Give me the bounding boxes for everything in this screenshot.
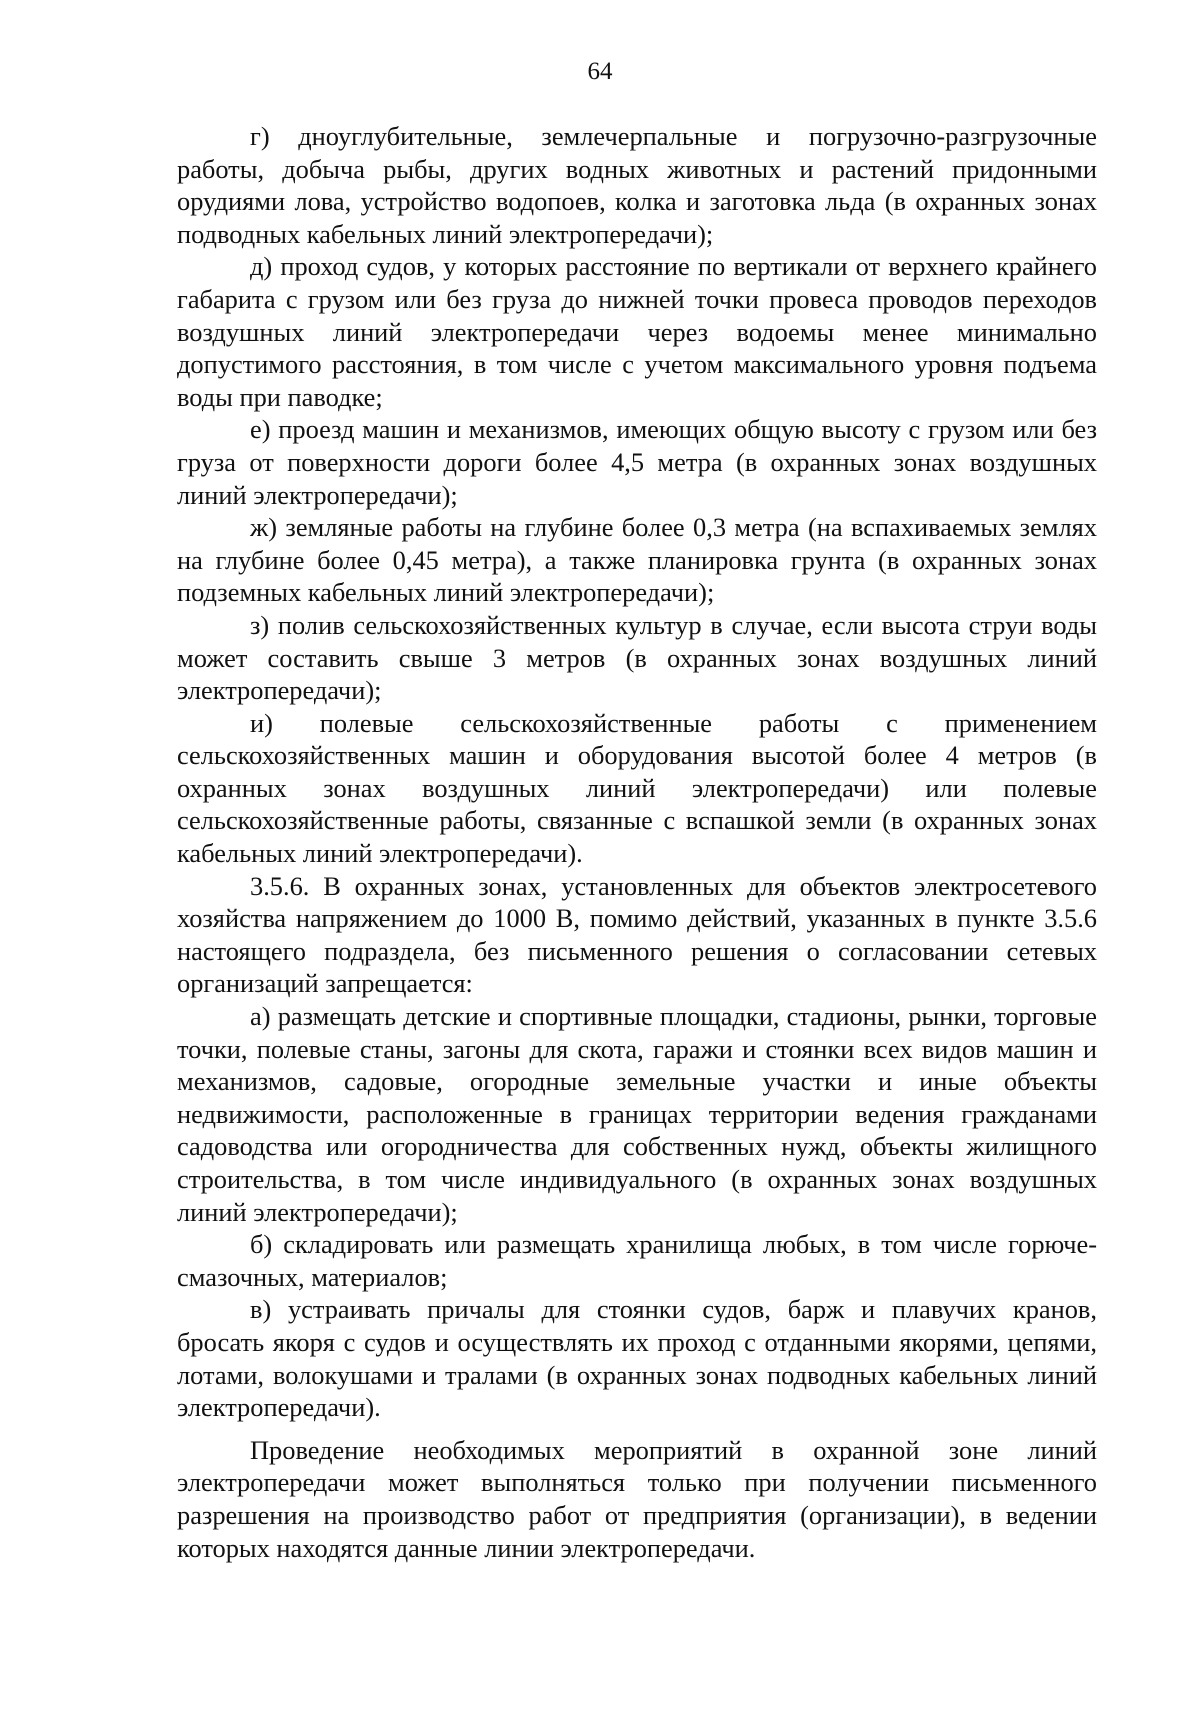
paragraph-d: д) проход судов, у которых расстояние по вертикали от верхнего крайнего габарита с грузом или без груза до нижней точки провеса проводов переходов воздушных линий электропередачи через водоемы менее минимально допустимого расстояния, в том числе с учетом максимального уровня подъема воды при паводке; [177, 251, 1097, 412]
paragraph-conclusion: Проведение необходимых мероприятий в охранной зоне линий электропередачи может выполняться только при получении письменного разрешения на производство работ от предприятия (организации), в ведении которых находятся данные линии электропередачи. [177, 1434, 1097, 1563]
paragraph-3-5-6: 3.5.6. В охранных зонах, установленных для объектов электросетевого хозяйства напряжением до 1000 В, помимо действий, указанных в пункте 3.5.6 настоящего подраздела, без письменного решения о согласовании сетевых организаций запрещается: [177, 870, 1097, 999]
paragraph-v: в) устраивать причалы для стоянки судов, барж и плавучих кранов, бросать якоря с судов и осуществлять их проход с отданными якорями, цепями, лотами, волокушами и тралами (в охранных зонах подводных кабельных линий электропередачи). [177, 1294, 1097, 1423]
paragraph-g: г) дноуглубительные, землечерпальные и погрузочно-разгрузочные работы, добыча рыбы, других водных животных и растений придонными орудиями лова, устройство водопоев, колка и заготовка льда (в охранных зонах подводных кабельных линий электропередачи); [177, 121, 1097, 249]
document-body [177, 120, 1097, 1564]
paragraph-i: и) полевые сельскохозяйственные работы с применением сельскохозяйственных машин и оборудования высотой более 4 метров (в охранных зонах воздушных линий электропередачи) или полевые сельскохозяйственные работы, связанные с вспашкой земли (в охранных зонах кабельных линий электропередачи). [177, 707, 1097, 869]
paragraph-b: б) складировать или размещать хранилища любых, в том числе горюче-смазочных, материалов; [177, 1229, 1097, 1292]
paragraph-z: з) полив сельскохозяйственных культур в случае, если высота струи воды может составить свыше 3 метров (в охранных зонах воздушных линий электропередачи); [177, 609, 1097, 706]
paragraph-a: а) размещать детские и спортивные площадки, стадионы, рынки, торговые точки, полевые станы, загоны для скота, гаражи и стоянки всех видов машин и механизмов, садовые, огородные земельные участки и иные объекты недвижимости, расположенные в границах территории ведения гражданами садоводства или огородничества для собственных нужд, объекты жилищного строительства, в том числе индивидуального (в охранных зонах воздушных линий электропередачи); [177, 1001, 1097, 1227]
paragraph-e: е) проезд машин и механизмов, имеющих общую высоту с грузом или без груза от поверхности дороги более 4,5 метра (в охранных зонах воздушных линий электропередачи); [177, 414, 1097, 510]
paragraph-zh: ж) земляные работы на глубине более 0,3 метра (на вспахиваемых землях на глубине более 0,45 метра), а также планировка грунта (в охранных зонах подземных кабельных линий электропередачи); [177, 512, 1097, 608]
page-number: 64 [587, 58, 613, 85]
